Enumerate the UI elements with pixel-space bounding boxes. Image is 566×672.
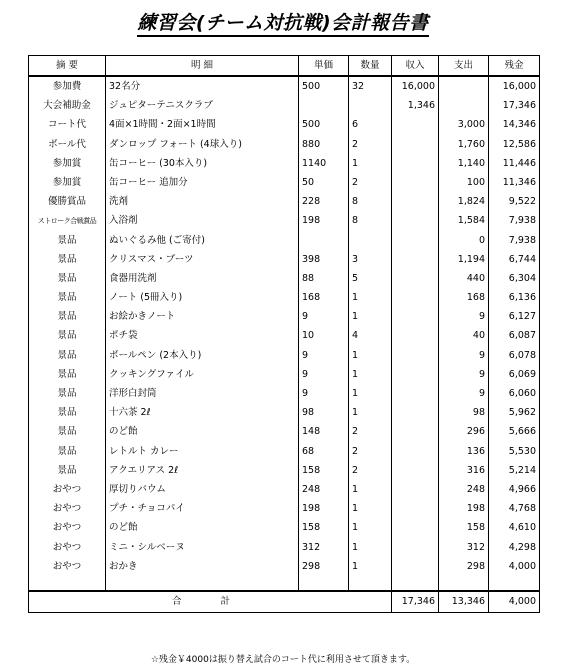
row-balance: 11,346	[489, 173, 540, 192]
row-balance: 6,069	[489, 365, 540, 384]
header-income: 収入	[392, 56, 439, 77]
row-unit-price	[299, 231, 349, 250]
row-quantity: 3	[349, 250, 392, 269]
row-income	[392, 307, 439, 326]
row-expense: 1,140	[439, 154, 489, 173]
row-expense: 168	[439, 288, 489, 307]
spacer-cell	[439, 576, 489, 591]
row-unit-price: 398	[299, 250, 349, 269]
row-income	[392, 269, 439, 288]
row-category: 大会補助金	[29, 96, 106, 115]
row-category: おやつ	[29, 480, 106, 499]
row-description: レトルト カレー	[106, 442, 299, 461]
row-income	[392, 423, 439, 442]
row-expense: 136	[439, 442, 489, 461]
row-description: 入浴剤	[106, 212, 299, 231]
row-income	[392, 250, 439, 269]
row-description: クッキングファイル	[106, 365, 299, 384]
table-row	[29, 269, 540, 288]
row-category: おやつ	[29, 557, 106, 576]
row-description: 十六茶 2ℓ	[106, 403, 299, 422]
row-balance: 6,304	[489, 269, 540, 288]
row-category: 景品	[29, 423, 106, 442]
row-balance: 14,346	[489, 116, 540, 135]
row-income	[392, 346, 439, 365]
row-description: 32名分	[106, 76, 299, 96]
row-unit-price: 98	[299, 403, 349, 422]
total-income: 17,346	[392, 591, 439, 613]
row-income	[392, 116, 439, 135]
row-unit-price: 298	[299, 557, 349, 576]
row-expense: 3,000	[439, 116, 489, 135]
ledger-body	[29, 76, 540, 591]
row-income	[392, 384, 439, 403]
total-row	[29, 591, 540, 613]
table-row	[29, 442, 540, 461]
table-row	[29, 250, 540, 269]
row-description: のど飴	[106, 423, 299, 442]
table-row	[29, 154, 540, 173]
row-balance: 17,346	[489, 96, 540, 115]
row-quantity: 2	[349, 461, 392, 480]
row-quantity: 8	[349, 212, 392, 231]
table-row	[29, 461, 540, 480]
table-row	[29, 307, 540, 326]
row-income	[392, 557, 439, 576]
table-row	[29, 403, 540, 422]
row-income	[392, 403, 439, 422]
table-row	[29, 212, 540, 231]
row-unit-price	[299, 96, 349, 115]
row-category: コート代	[29, 116, 106, 135]
table-row	[29, 499, 540, 518]
header-description: 明 細	[106, 56, 299, 77]
row-category: 景品	[29, 327, 106, 346]
row-category: ストローク合戦賞品	[29, 212, 106, 231]
row-expense: 1,584	[439, 212, 489, 231]
row-quantity: 2	[349, 135, 392, 154]
row-quantity: 1	[349, 307, 392, 326]
row-category: 景品	[29, 346, 106, 365]
row-quantity: 1	[349, 557, 392, 576]
row-quantity: 5	[349, 269, 392, 288]
table-row	[29, 557, 540, 576]
row-expense: 100	[439, 173, 489, 192]
row-expense	[439, 96, 489, 115]
row-quantity: 1	[349, 288, 392, 307]
row-expense: 248	[439, 480, 489, 499]
row-description: お絵かきノート	[106, 307, 299, 326]
table-row	[29, 231, 540, 250]
row-quantity: 1	[349, 154, 392, 173]
row-category: 景品	[29, 269, 106, 288]
row-category: 景品	[29, 307, 106, 326]
row-description: クリスマス・ブーツ	[106, 250, 299, 269]
row-income	[392, 365, 439, 384]
row-unit-price: 148	[299, 423, 349, 442]
report-title-text: 練習会(チーム対抗戦)会計報告書	[137, 12, 428, 37]
row-description: ポチ袋	[106, 327, 299, 346]
row-category: おやつ	[29, 519, 106, 538]
header-row	[29, 56, 540, 77]
table-row	[29, 96, 540, 115]
header-category: 摘 要	[29, 56, 106, 77]
row-description: ジュピターテニスクラブ	[106, 96, 299, 115]
row-income	[392, 480, 439, 499]
row-quantity: 8	[349, 192, 392, 211]
row-category: 景品	[29, 384, 106, 403]
row-description: 4面×1時間・2面×1時間	[106, 116, 299, 135]
row-quantity: 1	[349, 403, 392, 422]
row-quantity: 2	[349, 173, 392, 192]
table-row	[29, 384, 540, 403]
row-category: 参加賞	[29, 154, 106, 173]
header-unit-price: 単価	[299, 56, 349, 77]
row-category: 参加賞	[29, 173, 106, 192]
row-category: おやつ	[29, 538, 106, 557]
row-balance: 5,214	[489, 461, 540, 480]
row-income: 1,346	[392, 96, 439, 115]
row-balance: 6,087	[489, 327, 540, 346]
row-quantity	[349, 96, 392, 115]
row-unit-price: 168	[299, 288, 349, 307]
row-category: 参加費	[29, 76, 106, 96]
row-expense: 1,194	[439, 250, 489, 269]
row-expense: 1,760	[439, 135, 489, 154]
footnote: ☆残金￥4000は振り替え試合のコート代に利用させて頂きます。	[150, 655, 416, 665]
row-unit-price: 500	[299, 116, 349, 135]
row-description: 洗剤	[106, 192, 299, 211]
row-expense: 440	[439, 269, 489, 288]
row-unit-price: 158	[299, 461, 349, 480]
table-row	[29, 346, 540, 365]
row-category: おやつ	[29, 499, 106, 518]
table-row	[29, 76, 540, 96]
row-balance: 6,744	[489, 250, 540, 269]
row-quantity: 4	[349, 327, 392, 346]
row-quantity: 1	[349, 384, 392, 403]
ledger-table	[28, 55, 540, 613]
row-description: おかき	[106, 557, 299, 576]
row-category: 優勝賞品	[29, 192, 106, 211]
row-quantity	[349, 231, 392, 250]
total-balance: 4,000	[489, 591, 540, 613]
row-balance: 4,000	[489, 557, 540, 576]
spacer-row	[29, 576, 540, 591]
row-unit-price: 50	[299, 173, 349, 192]
spacer-cell	[392, 576, 439, 591]
table-row	[29, 423, 540, 442]
row-income	[392, 154, 439, 173]
row-category: 景品	[29, 365, 106, 384]
row-quantity: 1	[349, 538, 392, 557]
table-row	[29, 135, 540, 154]
row-description: ぬいぐるみ他 (ご寄付)	[106, 231, 299, 250]
spacer-cell	[349, 576, 392, 591]
row-description: ダンロップ フォート (4球入り)	[106, 135, 299, 154]
row-quantity: 2	[349, 423, 392, 442]
row-unit-price: 198	[299, 499, 349, 518]
total-label: 合 計	[29, 591, 392, 613]
row-unit-price: 68	[299, 442, 349, 461]
row-description: ボールペン (2本入り)	[106, 346, 299, 365]
row-balance: 4,966	[489, 480, 540, 499]
table-row	[29, 173, 540, 192]
row-unit-price: 9	[299, 384, 349, 403]
row-expense	[439, 76, 489, 96]
row-balance: 6,127	[489, 307, 540, 326]
row-quantity: 6	[349, 116, 392, 135]
table-row	[29, 116, 540, 135]
row-income	[392, 288, 439, 307]
row-description: 缶コーヒー 追加分	[106, 173, 299, 192]
row-balance: 11,446	[489, 154, 540, 173]
row-unit-price: 9	[299, 346, 349, 365]
row-income	[392, 192, 439, 211]
row-quantity: 1	[349, 365, 392, 384]
table-row	[29, 327, 540, 346]
header-quantity: 数量	[349, 56, 392, 77]
row-balance: 5,530	[489, 442, 540, 461]
row-description: 食器用洗剤	[106, 269, 299, 288]
row-expense: 9	[439, 365, 489, 384]
row-expense: 158	[439, 519, 489, 538]
table-row	[29, 192, 540, 211]
row-category: 景品	[29, 231, 106, 250]
row-expense: 1,824	[439, 192, 489, 211]
row-expense: 312	[439, 538, 489, 557]
row-balance: 4,298	[489, 538, 540, 557]
spacer-cell	[106, 576, 299, 591]
row-category: 景品	[29, 442, 106, 461]
row-category: 景品	[29, 461, 106, 480]
row-expense: 9	[439, 384, 489, 403]
row-unit-price: 88	[299, 269, 349, 288]
row-income	[392, 135, 439, 154]
row-income	[392, 173, 439, 192]
row-balance: 5,962	[489, 403, 540, 422]
row-unit-price: 158	[299, 519, 349, 538]
row-unit-price: 1140	[299, 154, 349, 173]
row-balance: 6,078	[489, 346, 540, 365]
row-expense: 9	[439, 346, 489, 365]
row-description: プチ・チョコパイ	[106, 499, 299, 518]
row-balance: 9,522	[489, 192, 540, 211]
row-description: ミニ・シルベーヌ	[106, 538, 299, 557]
row-expense: 296	[439, 423, 489, 442]
row-income	[392, 212, 439, 231]
row-quantity: 2	[349, 442, 392, 461]
row-description: アクエリアス 2ℓ	[106, 461, 299, 480]
row-income	[392, 327, 439, 346]
total-expense: 13,346	[439, 591, 489, 613]
row-expense: 40	[439, 327, 489, 346]
row-balance: 16,000	[489, 76, 540, 96]
row-balance: 12,586	[489, 135, 540, 154]
row-expense: 316	[439, 461, 489, 480]
row-category: 景品	[29, 250, 106, 269]
row-income	[392, 461, 439, 480]
row-expense: 198	[439, 499, 489, 518]
row-quantity: 1	[349, 480, 392, 499]
table-row	[29, 288, 540, 307]
row-unit-price: 248	[299, 480, 349, 499]
row-balance: 7,938	[489, 212, 540, 231]
row-unit-price: 9	[299, 365, 349, 384]
row-quantity: 32	[349, 76, 392, 96]
header-expense: 支出	[439, 56, 489, 77]
row-income	[392, 499, 439, 518]
spacer-cell	[29, 576, 106, 591]
row-balance: 4,768	[489, 499, 540, 518]
row-income	[392, 442, 439, 461]
row-balance: 7,938	[489, 231, 540, 250]
row-quantity: 1	[349, 346, 392, 365]
row-expense: 98	[439, 403, 489, 422]
row-balance: 5,666	[489, 423, 540, 442]
spacer-cell	[299, 576, 349, 591]
table-row	[29, 480, 540, 499]
report-title	[0, 8, 566, 35]
row-balance: 6,060	[489, 384, 540, 403]
row-unit-price: 500	[299, 76, 349, 96]
row-income	[392, 231, 439, 250]
row-category: 景品	[29, 288, 106, 307]
row-income	[392, 519, 439, 538]
row-category: 景品	[29, 403, 106, 422]
row-expense: 298	[439, 557, 489, 576]
table-row	[29, 519, 540, 538]
row-balance: 6,136	[489, 288, 540, 307]
row-balance: 4,610	[489, 519, 540, 538]
header-balance: 残金	[489, 56, 540, 77]
row-description: のど飴	[106, 519, 299, 538]
row-unit-price: 312	[299, 538, 349, 557]
row-income: 16,000	[392, 76, 439, 96]
row-description: 厚切りバウム	[106, 480, 299, 499]
spacer-cell	[489, 576, 540, 591]
row-unit-price: 880	[299, 135, 349, 154]
table-row	[29, 365, 540, 384]
row-income	[392, 538, 439, 557]
row-description: ノート (5冊入り)	[106, 288, 299, 307]
row-quantity: 1	[349, 519, 392, 538]
row-unit-price: 198	[299, 212, 349, 231]
row-expense: 9	[439, 307, 489, 326]
row-unit-price: 10	[299, 327, 349, 346]
table-row	[29, 538, 540, 557]
row-category: ボール代	[29, 135, 106, 154]
row-unit-price: 228	[299, 192, 349, 211]
row-expense: 0	[439, 231, 489, 250]
row-description: 缶コーヒー (30本入り)	[106, 154, 299, 173]
row-quantity: 1	[349, 499, 392, 518]
row-unit-price: 9	[299, 307, 349, 326]
row-description: 洋形白封筒	[106, 384, 299, 403]
